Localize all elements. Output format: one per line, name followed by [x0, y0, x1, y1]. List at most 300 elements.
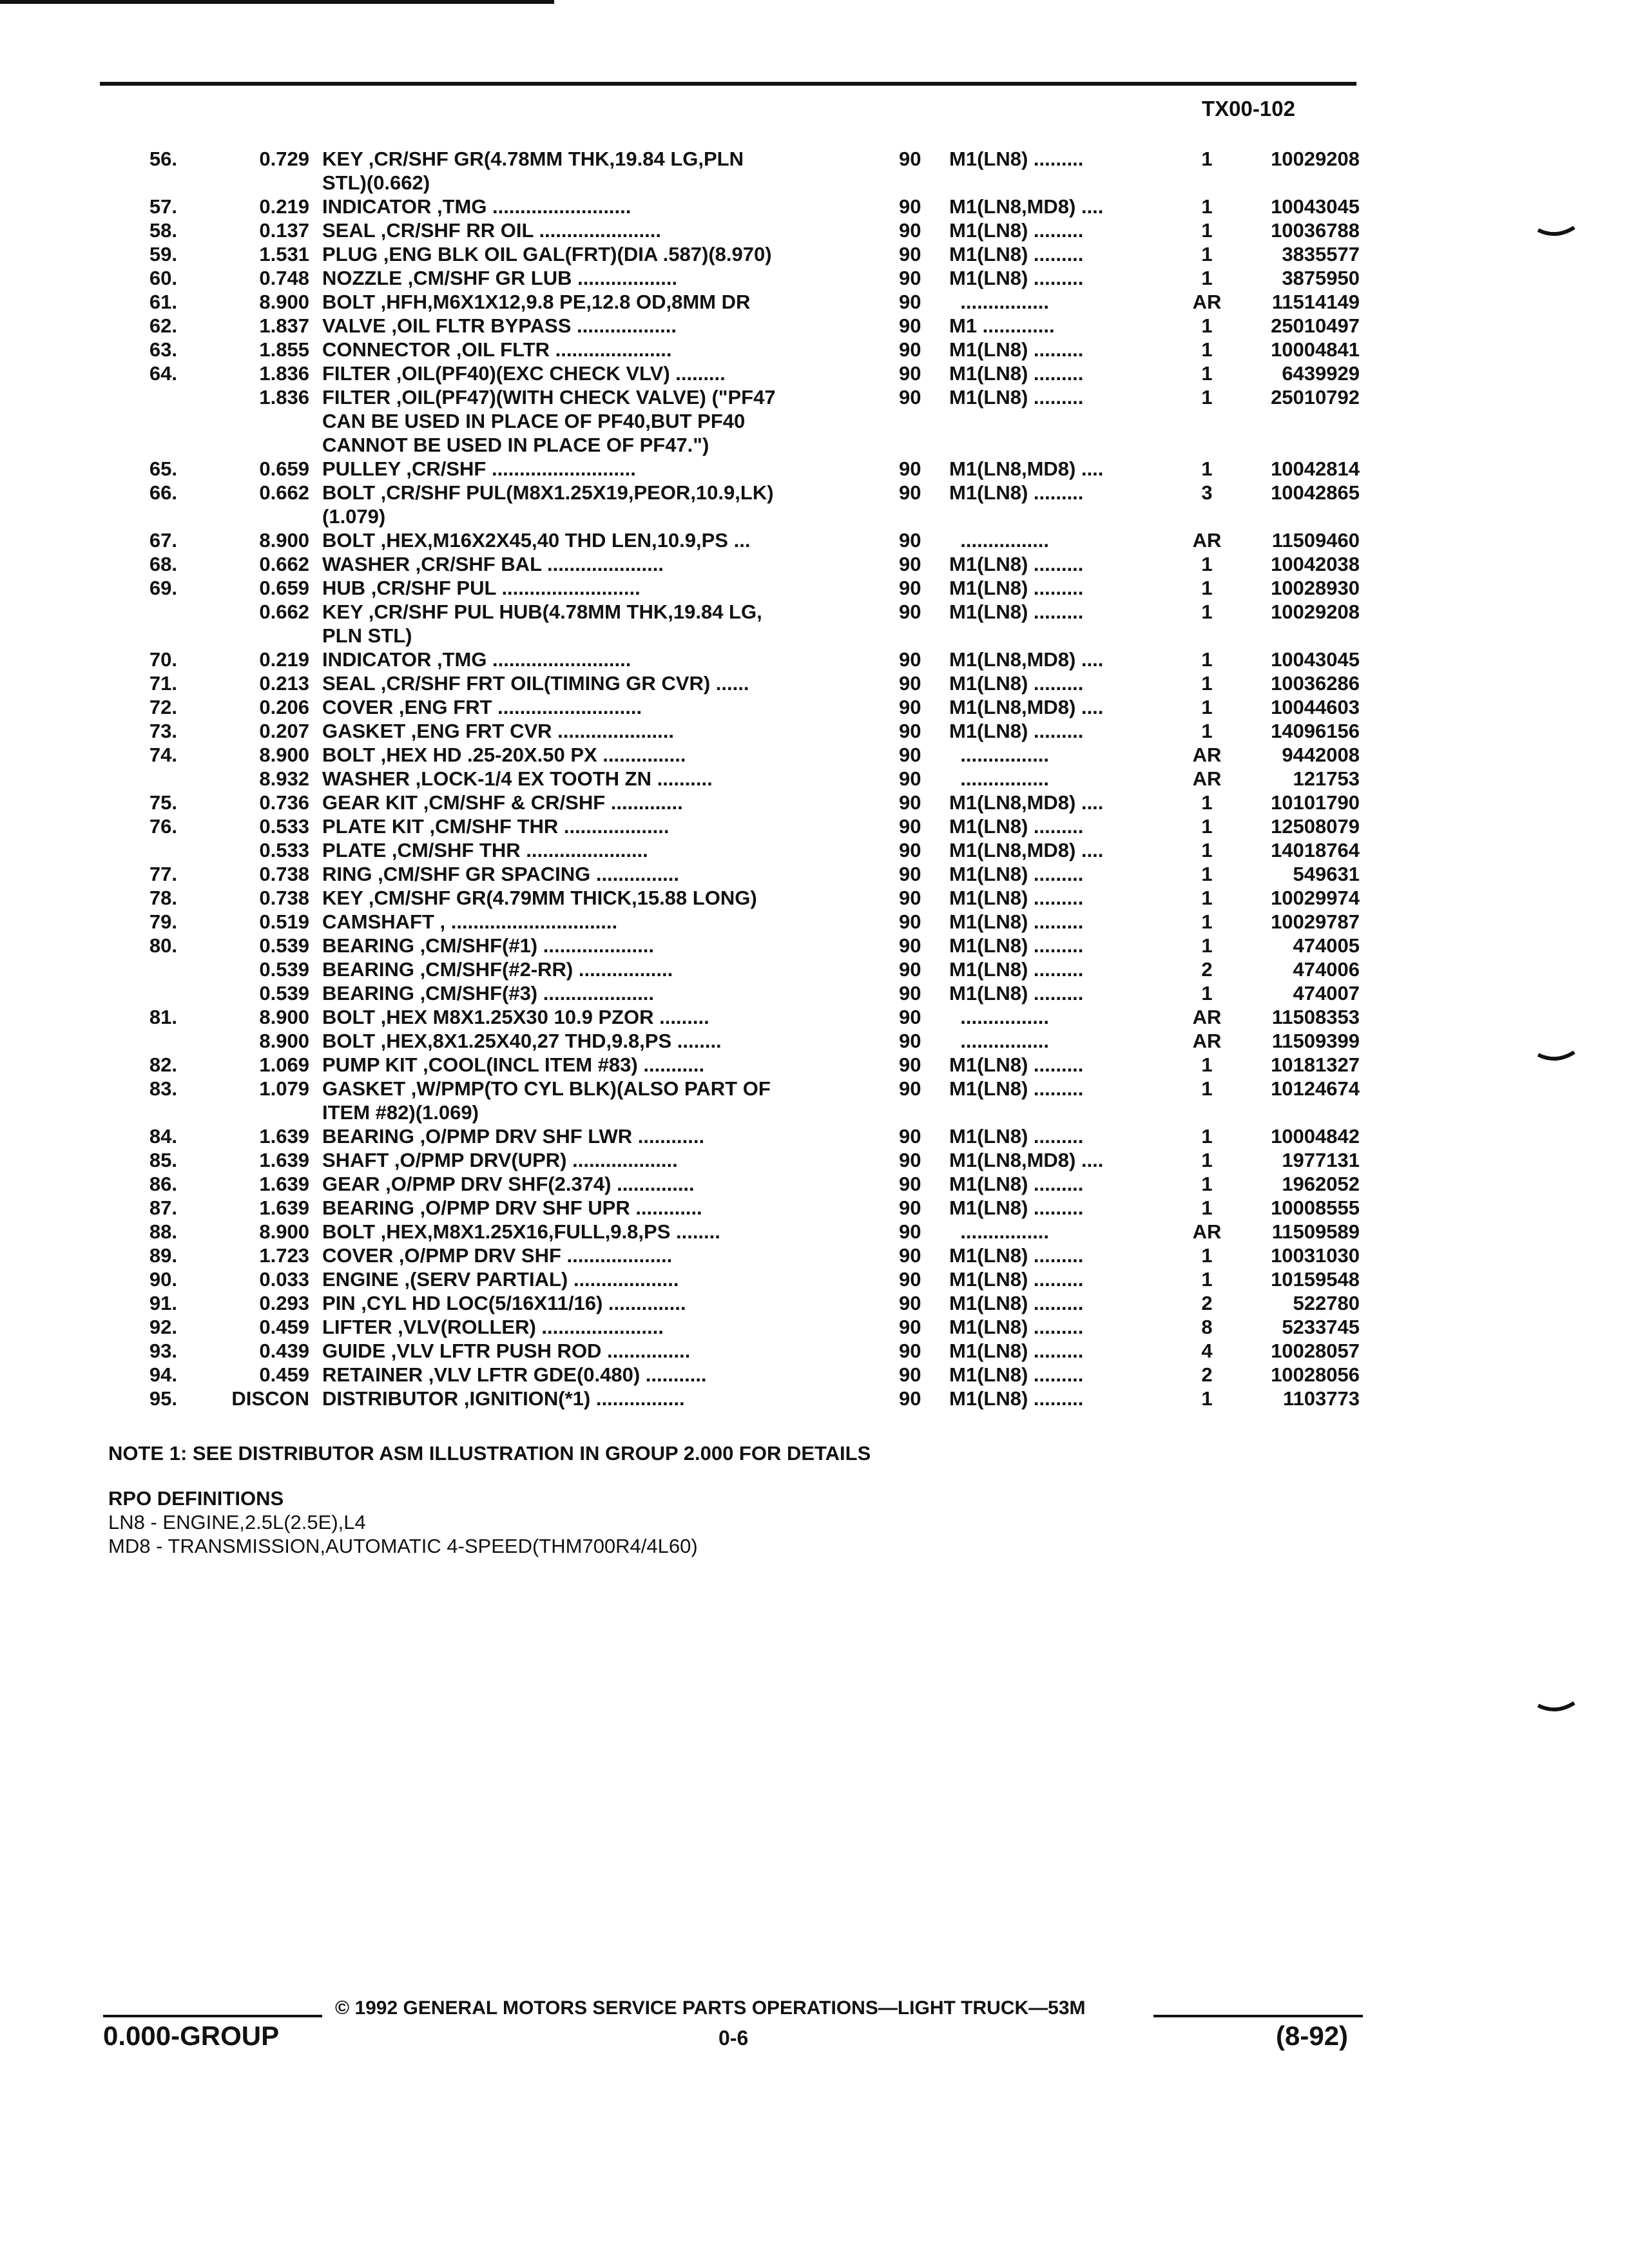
- rpo-definition-ln8: LN8 - ENGINE,2.5L(2.5E),L4: [108, 1511, 366, 1533]
- quantity: 1: [1201, 553, 1213, 575]
- group-number: 8.900: [259, 1220, 309, 1243]
- model-year: 90: [899, 1196, 921, 1219]
- model-usage: ................: [949, 291, 1050, 313]
- part-number: 10004842: [1271, 1125, 1360, 1148]
- item-number: 65.: [149, 457, 177, 480]
- item-number: 75.: [149, 791, 177, 814]
- item-number: 91.: [149, 1292, 177, 1314]
- table-row: [0, 1100, 1629, 1124]
- model-year: 90: [899, 1220, 921, 1243]
- part-description: GASKET ,ENG FRT CVR .....................: [322, 720, 674, 742]
- item-number: 68.: [149, 553, 177, 575]
- model-usage: ................: [949, 529, 1050, 552]
- model-usage: M1(LN8) .........: [949, 1340, 1084, 1362]
- model-year: 90: [899, 195, 921, 218]
- group-number: 1.836: [259, 362, 309, 385]
- table-row: [0, 505, 1629, 528]
- part-number: 10101790: [1271, 791, 1360, 814]
- quantity: 1: [1201, 1244, 1213, 1267]
- model-usage: M1(LN8) .........: [949, 1268, 1084, 1291]
- model-usage: M1(LN8,MD8) ....: [949, 457, 1104, 480]
- quantity: 2: [1201, 958, 1213, 981]
- header-rule: [100, 82, 1356, 86]
- part-description: BOLT ,HEX,M8X1.25X16,FULL,9.8,PS ........: [322, 1220, 720, 1243]
- quantity: 1: [1201, 863, 1213, 885]
- table-row: [0, 171, 1629, 195]
- rpo-definitions-title: RPO DEFINITIONS: [108, 1487, 284, 1510]
- model-year: 90: [899, 863, 921, 885]
- group-number: 8.900: [259, 291, 309, 313]
- quantity: 1: [1201, 1149, 1213, 1171]
- part-description: KEY ,CR/SHF GR(4.78MM THK,19.84 LG,PLN: [322, 148, 744, 170]
- model-usage: M1(LN8) .........: [949, 910, 1084, 933]
- part-description: ITEM #82)(1.069): [322, 1101, 479, 1124]
- part-description: PLATE ,CM/SHF THR ......................: [322, 839, 648, 861]
- model-year: 90: [899, 815, 921, 838]
- model-usage: ................: [949, 767, 1050, 790]
- item-number: 79.: [149, 910, 177, 933]
- part-number: 121753: [1293, 767, 1360, 790]
- model-year: 90: [899, 1340, 921, 1362]
- part-number: 10181327: [1271, 1053, 1360, 1076]
- model-year: 90: [899, 386, 921, 408]
- item-number: 69.: [149, 577, 177, 599]
- table-row: [0, 266, 1629, 290]
- model-year: 90: [899, 767, 921, 790]
- model-usage: M1(LN8) .........: [949, 887, 1084, 909]
- part-number: 14096156: [1271, 720, 1360, 742]
- part-number: 14018764: [1271, 839, 1360, 861]
- group-number: 1.639: [259, 1125, 309, 1148]
- model-year: 90: [899, 553, 921, 575]
- quantity: 1: [1201, 386, 1213, 408]
- table-row: [0, 1053, 1629, 1077]
- item-number: 71.: [149, 672, 177, 695]
- item-number: 85.: [149, 1149, 177, 1171]
- group-number: 8.900: [259, 529, 309, 552]
- part-description: SEAL ,CR/SHF RR OIL ......................: [322, 219, 661, 242]
- model-usage: M1(LN8) .........: [949, 1125, 1084, 1148]
- model-usage: M1(LN8) .........: [949, 982, 1084, 1004]
- table-row: [0, 1196, 1629, 1220]
- group-number: 0.659: [259, 577, 309, 599]
- table-row: [0, 338, 1629, 361]
- group-number: 0.738: [259, 863, 309, 885]
- quantity: 1: [1201, 839, 1213, 861]
- part-description: CAMSHAFT , ..............................: [322, 910, 618, 933]
- table-row: [0, 433, 1629, 457]
- model-usage: M1(LN8) .........: [949, 815, 1084, 838]
- table-row: [0, 1124, 1629, 1148]
- model-year: 90: [899, 696, 921, 718]
- part-number: 10036286: [1271, 672, 1360, 695]
- model-year: 90: [899, 1030, 921, 1052]
- group-number: 0.539: [259, 982, 309, 1004]
- model-year: 90: [899, 1173, 921, 1195]
- quantity: 1: [1201, 1077, 1213, 1100]
- part-description: GASKET ,W/PMP(TO CYL BLK)(ALSO PART OF: [322, 1077, 771, 1100]
- group-number: 0.729: [259, 148, 309, 170]
- quantity: 1: [1201, 1268, 1213, 1291]
- part-number: 10004841: [1271, 338, 1360, 361]
- part-number: 10029787: [1271, 910, 1360, 933]
- quantity: AR: [1192, 1030, 1222, 1052]
- part-number: 522780: [1293, 1292, 1360, 1314]
- model-usage: M1(LN8) .........: [949, 934, 1084, 957]
- model-year: 90: [899, 314, 921, 337]
- model-year: 90: [899, 577, 921, 599]
- table-row: [0, 648, 1629, 671]
- model-usage: M1(LN8) .........: [949, 386, 1084, 408]
- group-number: 0.459: [259, 1316, 309, 1338]
- group-number: 1.639: [259, 1173, 309, 1195]
- table-row: [0, 910, 1629, 934]
- part-description: BEARING ,CM/SHF(#2-RR) .................: [322, 958, 673, 981]
- item-number: 77.: [149, 863, 177, 885]
- group-number: 0.137: [259, 219, 309, 242]
- item-number: 70.: [149, 648, 177, 671]
- model-usage: M1(LN8) .........: [949, 720, 1084, 742]
- model-year: 90: [899, 1149, 921, 1171]
- item-number: 88.: [149, 1220, 177, 1243]
- table-row: [0, 934, 1629, 957]
- part-description: BOLT ,HEX M8X1.25X30 10.9 PZOR .........: [322, 1006, 709, 1028]
- model-usage: M1(LN8,MD8) ....: [949, 696, 1104, 718]
- part-number: 12508079: [1271, 815, 1360, 838]
- part-number: 11514149: [1271, 291, 1360, 313]
- group-number: 8.932: [259, 767, 309, 790]
- footer-rule-right: [1153, 2015, 1363, 2017]
- model-usage: M1(LN8) .........: [949, 1053, 1084, 1076]
- table-row: [0, 552, 1629, 576]
- table-row: [0, 600, 1629, 624]
- part-number: 10029208: [1271, 148, 1360, 170]
- model-usage: M1(LN8) .........: [949, 1387, 1084, 1410]
- group-number: 1.836: [259, 386, 309, 408]
- group-number: 0.219: [259, 648, 309, 671]
- part-number: 3875950: [1282, 267, 1360, 289]
- group-number: 0.033: [259, 1268, 309, 1291]
- quantity: 1: [1201, 720, 1213, 742]
- model-usage: M1(LN8) .........: [949, 219, 1084, 242]
- model-usage: M1(LN8) .........: [949, 1363, 1084, 1386]
- rpo-definition-md8: MD8 - TRANSMISSION,AUTOMATIC 4-SPEED(THM700R4/4L60): [108, 1535, 698, 1557]
- footer-rule-left: [103, 2015, 322, 2017]
- model-year: 90: [899, 1316, 921, 1338]
- group-number: 0.662: [259, 553, 309, 575]
- item-number: 72.: [149, 696, 177, 718]
- quantity: AR: [1192, 1006, 1222, 1028]
- part-number: 474006: [1293, 958, 1360, 981]
- part-description: RETAINER ,VLV LFTR GDE(0.480) ...........: [322, 1363, 707, 1386]
- quantity: AR: [1192, 291, 1222, 313]
- group-number: 0.293: [259, 1292, 309, 1314]
- item-number: 74.: [149, 744, 177, 766]
- quantity: 1: [1201, 601, 1213, 623]
- part-number: 6439929: [1282, 362, 1360, 385]
- model-year: 90: [899, 1387, 921, 1410]
- model-year: 90: [899, 148, 921, 170]
- group-number: 0.539: [259, 958, 309, 981]
- model-usage: M1(LN8) .........: [949, 1316, 1084, 1338]
- part-description: BEARING ,CM/SHF(#3) ....................: [322, 982, 654, 1004]
- item-number: 83.: [149, 1077, 177, 1100]
- model-usage: M1(LN8) .........: [949, 958, 1084, 981]
- group-number: 0.439: [259, 1340, 309, 1362]
- part-description: WASHER ,CR/SHF BAL .....................: [322, 553, 664, 575]
- part-description: BOLT ,HEX,8X1.25X40,27 THD,9.8,PS ........: [322, 1030, 722, 1052]
- table-row: [0, 957, 1629, 981]
- group-number: 0.748: [259, 267, 309, 289]
- model-year: 90: [899, 267, 921, 289]
- binder-mark: [1537, 1698, 1576, 1717]
- model-year: 90: [899, 910, 921, 933]
- group-number: 0.219: [259, 195, 309, 218]
- model-usage: M1(LN8) .........: [949, 672, 1084, 695]
- part-number: 10124674: [1271, 1077, 1360, 1100]
- quantity: 1: [1201, 648, 1213, 671]
- model-year: 90: [899, 744, 921, 766]
- part-description: LIFTER ,VLV(ROLLER) ......................: [322, 1316, 664, 1338]
- quantity: 1: [1201, 457, 1213, 480]
- model-year: 90: [899, 791, 921, 814]
- item-number: 81.: [149, 1006, 177, 1028]
- model-year: 90: [899, 672, 921, 695]
- part-number: 11508353: [1271, 1006, 1360, 1028]
- model-year: 90: [899, 529, 921, 552]
- table-row: [0, 767, 1629, 791]
- part-number: 10042814: [1271, 457, 1360, 480]
- item-number: 67.: [149, 529, 177, 552]
- table-row: [0, 481, 1629, 505]
- part-description: PLN STL): [322, 624, 412, 647]
- group-number: 0.533: [259, 815, 309, 838]
- table-row: [0, 1339, 1629, 1363]
- group-number: 0.659: [259, 457, 309, 480]
- footer-group: 0.000-GROUP: [103, 2021, 280, 2051]
- table-row: [0, 695, 1629, 719]
- part-description: CAN BE USED IN PLACE OF PF40,BUT PF40: [322, 410, 746, 432]
- binder-mark: [1537, 222, 1576, 242]
- table-row: [0, 242, 1629, 266]
- model-year: 90: [899, 934, 921, 957]
- part-description: BOLT ,HEX,M16X2X45,40 THD LEN,10.9,PS ...: [322, 529, 751, 552]
- table-row: [0, 1315, 1629, 1339]
- item-number: 60.: [149, 267, 177, 289]
- quantity: AR: [1192, 767, 1222, 790]
- model-year: 90: [899, 1244, 921, 1267]
- table-row: [0, 576, 1629, 600]
- group-number: 1.855: [259, 338, 309, 361]
- part-number: 11509589: [1271, 1220, 1360, 1243]
- quantity: 1: [1201, 1173, 1213, 1195]
- model-usage: M1(LN8) .........: [949, 243, 1084, 265]
- model-year: 90: [899, 958, 921, 981]
- item-number: 64.: [149, 362, 177, 385]
- model-year: 90: [899, 839, 921, 861]
- part-number: 3835577: [1282, 243, 1360, 265]
- table-row: [0, 1148, 1629, 1172]
- part-description: CANNOT BE USED IN PLACE OF PF47."): [322, 434, 709, 456]
- model-usage: M1(LN8) .........: [949, 481, 1084, 504]
- group-number: 1.639: [259, 1149, 309, 1171]
- table-row: [0, 1172, 1629, 1196]
- part-description: PLATE KIT ,CM/SHF THR ...................: [322, 815, 670, 838]
- quantity: 1: [1201, 314, 1213, 337]
- model-year: 90: [899, 601, 921, 623]
- top-edge-rule: [0, 0, 554, 4]
- quantity: 1: [1201, 195, 1213, 218]
- item-number: 63.: [149, 338, 177, 361]
- part-number: 474005: [1293, 934, 1360, 957]
- table-row: [0, 1077, 1629, 1100]
- table-row: [0, 838, 1629, 862]
- part-number: 11509460: [1271, 529, 1360, 552]
- part-description: BOLT ,HEX HD .25-20X.50 PX ...............: [322, 744, 686, 766]
- table-row: [0, 195, 1629, 218]
- item-number: 57.: [149, 195, 177, 218]
- table-row: [0, 743, 1629, 767]
- table-row: [0, 528, 1629, 552]
- group-number: 8.900: [259, 744, 309, 766]
- table-row: [0, 1387, 1629, 1410]
- quantity: 1: [1201, 1196, 1213, 1219]
- quantity: 1: [1201, 934, 1213, 957]
- group-number: 0.207: [259, 720, 309, 742]
- part-number: 10159548: [1271, 1268, 1360, 1291]
- group-number: 0.662: [259, 601, 309, 623]
- part-description: PUMP KIT ,COOL(INCL ITEM #83) ...........: [322, 1053, 705, 1076]
- model-usage: M1(LN8) .........: [949, 267, 1084, 289]
- item-number: 66.: [149, 481, 177, 504]
- group-number: 1.639: [259, 1196, 309, 1219]
- part-description: BOLT ,HFH,M6X1X12,9.8 PE,12.8 OD,8MM DR: [322, 291, 751, 313]
- part-number: 10031030: [1271, 1244, 1360, 1267]
- part-description: NOZZLE ,CM/SHF GR LUB ..................: [322, 267, 678, 289]
- model-year: 90: [899, 219, 921, 242]
- quantity: 1: [1201, 672, 1213, 695]
- model-year: 90: [899, 457, 921, 480]
- part-description: KEY ,CM/SHF GR(4.79MM THICK,15.88 LONG): [322, 887, 757, 909]
- item-number: 95.: [149, 1387, 177, 1410]
- part-description: FILTER ,OIL(PF47)(WITH CHECK VALVE) ("PF47: [322, 386, 776, 408]
- footer-page-number: 0-6: [718, 2026, 749, 2050]
- part-number: 10043045: [1271, 648, 1360, 671]
- item-number: 76.: [149, 815, 177, 838]
- item-number: 62.: [149, 314, 177, 337]
- part-description: WASHER ,LOCK-1/4 EX TOOTH ZN ..........: [322, 767, 713, 790]
- group-number: 0.206: [259, 696, 309, 718]
- group-number: 1.079: [259, 1077, 309, 1100]
- part-description: SEAL ,CR/SHF FRT OIL(TIMING GR CVR) ......: [322, 672, 749, 695]
- table-row: [0, 1005, 1629, 1029]
- model-usage: M1 .............: [949, 314, 1055, 337]
- model-year: 90: [899, 720, 921, 742]
- table-row: [0, 886, 1629, 910]
- part-description: INDICATOR ,TMG .........................: [322, 648, 631, 671]
- model-year: 90: [899, 887, 921, 909]
- part-description: INDICATOR ,TMG .........................: [322, 195, 631, 218]
- table-row: [0, 862, 1629, 886]
- model-usage: M1(LN8) .........: [949, 1173, 1084, 1195]
- quantity: 2: [1201, 1363, 1213, 1386]
- model-usage: M1(LN8) .........: [949, 338, 1084, 361]
- group-number: 0.736: [259, 791, 309, 814]
- group-number: 1.723: [259, 1244, 309, 1267]
- quantity: 1: [1201, 338, 1213, 361]
- group-number: 0.519: [259, 910, 309, 933]
- model-year: 90: [899, 338, 921, 361]
- item-number: 90.: [149, 1268, 177, 1291]
- quantity: 1: [1201, 815, 1213, 838]
- part-number: 10028056: [1271, 1363, 1360, 1386]
- model-usage: M1(LN8,MD8) ....: [949, 791, 1104, 814]
- model-usage: M1(LN8,MD8) ....: [949, 1149, 1104, 1171]
- table-row: [0, 719, 1629, 743]
- item-number: 87.: [149, 1196, 177, 1219]
- part-number: 9442008: [1282, 744, 1360, 766]
- part-description: SHAFT ,O/PMP DRV(UPR) ...................: [322, 1149, 678, 1171]
- part-description: PLUG ,ENG BLK OIL GAL(FRT)(DIA .587)(8.970): [322, 243, 772, 265]
- model-usage: ................: [949, 744, 1050, 766]
- quantity: 3: [1201, 481, 1213, 504]
- quantity: 1: [1201, 148, 1213, 170]
- quantity: 2: [1201, 1292, 1213, 1314]
- item-number: 58.: [149, 219, 177, 242]
- part-number: 10008555: [1271, 1196, 1360, 1219]
- footer-date: (8-92): [1276, 2021, 1349, 2051]
- part-number: 10042038: [1271, 553, 1360, 575]
- item-number: 61.: [149, 291, 177, 313]
- part-number: 549631: [1293, 863, 1360, 885]
- group-number: 0.459: [259, 1363, 309, 1386]
- group-number: 0.533: [259, 839, 309, 861]
- model-year: 90: [899, 481, 921, 504]
- part-description: STL)(0.662): [322, 171, 430, 194]
- model-year: 90: [899, 1363, 921, 1386]
- part-number: 1103773: [1283, 1387, 1360, 1410]
- group-number: DISCON: [231, 1387, 309, 1410]
- part-description: KEY ,CR/SHF PUL HUB(4.78MM THK,19.84 LG,: [322, 601, 762, 623]
- part-number: 10042865: [1271, 481, 1360, 504]
- table-row: [0, 1029, 1629, 1053]
- model-usage: M1(LN8,MD8) ....: [949, 839, 1104, 861]
- table-row: [0, 624, 1629, 648]
- part-description: PIN ,CYL HD LOC(5/16X11/16) ..............: [322, 1292, 686, 1314]
- table-row: [0, 457, 1629, 481]
- model-usage: M1(LN8,MD8) ....: [949, 195, 1104, 218]
- quantity: 1: [1201, 1053, 1213, 1076]
- part-number: 10036788: [1271, 219, 1360, 242]
- part-description: GEAR ,O/PMP DRV SHF(2.374) ..............: [322, 1173, 695, 1195]
- part-description: ENGINE ,(SERV PARTIAL) ...................: [322, 1268, 679, 1291]
- quantity: 1: [1201, 1387, 1213, 1410]
- table-row: [0, 385, 1629, 409]
- table-row: [0, 671, 1629, 695]
- table-row: [0, 814, 1629, 838]
- model-usage: M1(LN8) .........: [949, 148, 1084, 170]
- item-number: 92.: [149, 1316, 177, 1338]
- item-number: 56.: [149, 148, 177, 170]
- part-number: 25010497: [1271, 314, 1360, 337]
- item-number: 94.: [149, 1363, 177, 1386]
- model-year: 90: [899, 1053, 921, 1076]
- table-row: [0, 361, 1629, 385]
- model-usage: M1(LN8,MD8) ....: [949, 648, 1104, 671]
- model-year: 90: [899, 1125, 921, 1148]
- table-row: [0, 791, 1629, 814]
- quantity: AR: [1192, 1220, 1222, 1243]
